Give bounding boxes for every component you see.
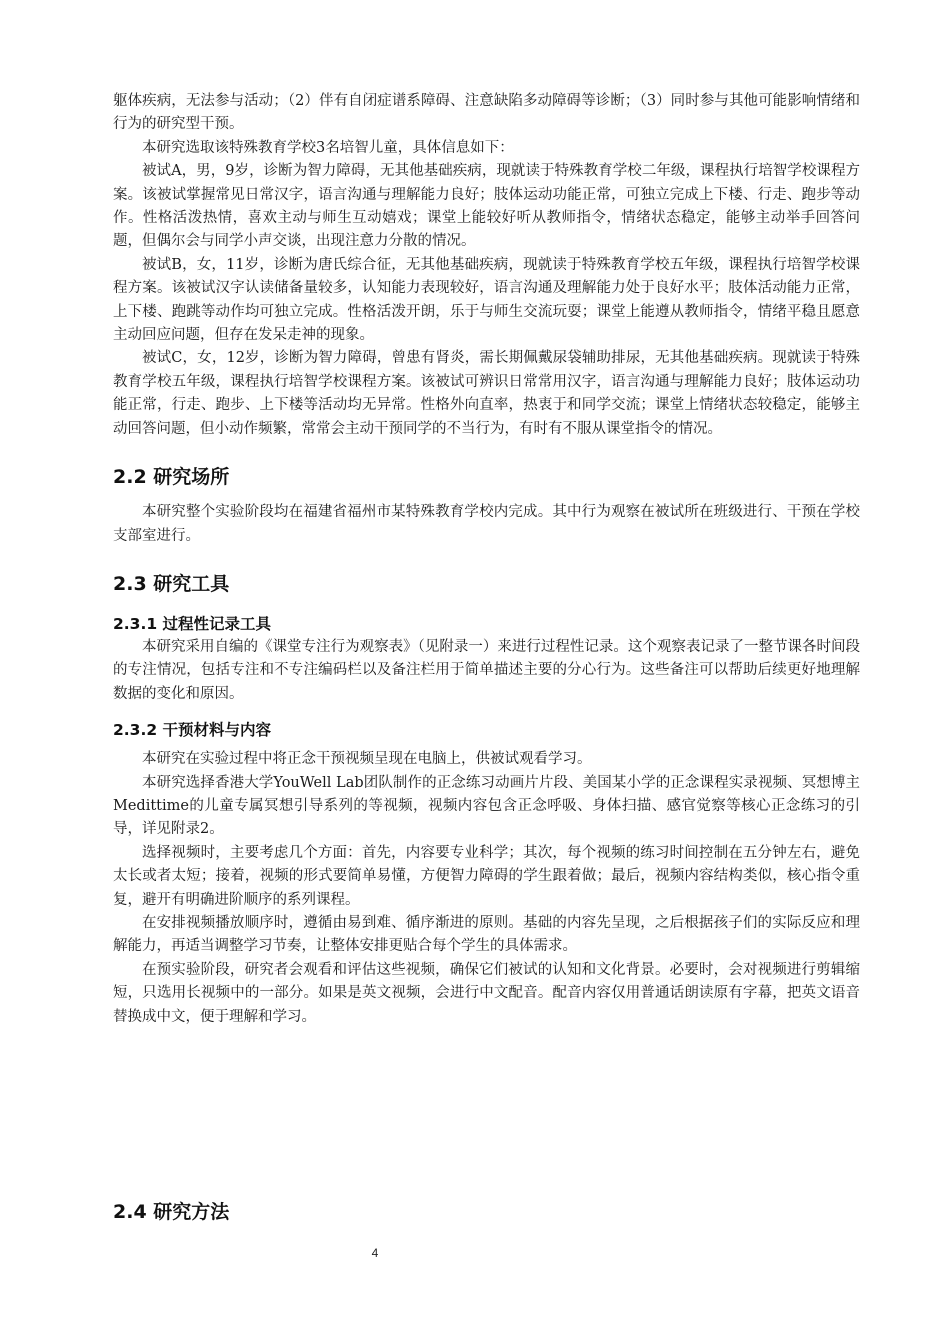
heading-research-site: 2.2 研究场所 (113, 466, 230, 489)
paragraph-participants-intro: 本研究选取该特殊教育学校3名培智儿童，具体信息如下： (142, 139, 514, 156)
paragraph-exclusion-criteria: 躯体疾病，无法参与活动；（2）伴有自闭症谱系障碍、注意缺陷多动障碍等诊断；（3）同时参与其他可能影响情绪和行为的研究型干预。 (113, 93, 860, 133)
paragraph-participant-a: 被试A，男，9岁，诊断为智力障碍，无其他基础疾病，现就读于特殊教育学校二年级，课程执行培智学校课程方案。该被试掌握常见日常汉字，语言沟通与理解能力良好；肢体运动功能正常，可独立完成上下楼、行走、跑步等动作。性格活泼热情，喜欢主动与师生互动嬉戏；课堂上能较好听从教师指令，情绪状态稳定，能够主动举手回答问题，但偶尔会与同学小声交谈，出现注意力分散的情况。 (113, 163, 860, 250)
paragraph-participant-b: 被试B，女，11岁，诊断为唐氏综合征，无其他基础疾病，现就读于特殊教育学校五年级，课程执行培智学校课程方案。该被试汉字认读储备量较多，认知能力表现较好，语言沟通及理解能力处于良好水平；肢体活动能力正常，上下楼、跑跳等动作均可独立完成。性格活泼开朗，乐于与师生交流玩耍；课堂上能遵从教师指令，情绪平稳且愿意主动回应问题，但存在发呆走神的现象。 (113, 256, 860, 344)
paragraph-intervention-5: 在预实验阶段，研究者会观看和评估这些视频，确保它们被试的认知和文化背景。必要时，会对视频进行剪辑缩短，只选用长视频中的一部分。如果是英文视频，会进行中文配音。配音内容仅用普通话朗读原有字幕，把英文语音替换成中文，便于理解和学习。 (113, 961, 860, 1025)
paragraph-research-site: 本研究整个实验阶段均在福建省福州市某特殊教育学校内完成。其中行为观察在被试所在班级进行、干预在学校支部室进行。 (113, 504, 860, 544)
heading-research-tools: 2.3 研究工具 (113, 572, 230, 595)
subheading-intervention-materials: 2.3.2 干预材料与内容 (113, 721, 272, 740)
page-content (113, 90, 860, 1029)
subheading-process-recording: 2.3.1 过程性记录工具 (113, 614, 272, 633)
paragraph-participant-c: 被试C，女，12岁，诊断为智力障碍，曾患有肾炎，需长期佩戴尿袋辅助排尿，无其他基础疾病。现就读于特殊教育学校五年级，课程执行培智学校课程方案。该被试可辨识日常常用汉字，语言沟通与理解能力良好；肢体运动功能正常，行走、跑步、上下楼等活动均无异常。性格外向直率，热衷于和同学交流；课堂上情绪状态较稳定，能够主动回答问题，但小动作频繁，常常会主动干预同学的不当行为，有时有不服从课堂指令的情况。 (113, 350, 860, 437)
paragraph-intervention-3: 选择视频时，主要考虑几个方面：首先，内容要专业科学；其次，每个视频的练习时间控制在五分钟左右，避免太长或者太短；接着，视频的形式要简单易懂，方便智力障碍的学生跟着做；最后，视频内容结构类似，核心指令重复，避开有明确进阶顺序的系列课程。 (113, 844, 860, 908)
paragraph-intervention-4: 在安排视频播放顺序时，遵循由易到难、循序渐进的原则。基础的内容先呈现，之后根据孩子们的实际反应和理解能力，再适当调整学习节奏，让整体安排更贴合每个学生的具体需求。 (113, 914, 860, 955)
paragraph-intervention-1: 本研究在实验过程中将正念干预视频呈现在电脑上，供被试观看学习。 (142, 751, 592, 768)
paragraph-process-recording: 本研究采用自编的《课堂专注行为观察表》（见附录一）来进行过程性记录。这个观察表记录了一整节课各时间段的专注情况，包括专注和不专注编码栏以及备注栏用于简单描述主要的分心行为。这些备注可以帮助后续更好地理解数据的变化和原因。 (113, 638, 860, 702)
heading-research-methods: 2.4 研究方法 (113, 1201, 230, 1223)
paragraph-intervention-2: 本研究选择香港大学YouWell Lab团队制作的正念练习动画片片段、美国某小学的正念课程实录视频、冥想博主Medittime的儿童专属冥想引导系列的等视频，视频内容包含正念呼吸、身体扫描、感官觉察等核心正念练习的引导，详见附录2。 (113, 774, 860, 838)
page-number: 4 (371, 1246, 379, 1260)
